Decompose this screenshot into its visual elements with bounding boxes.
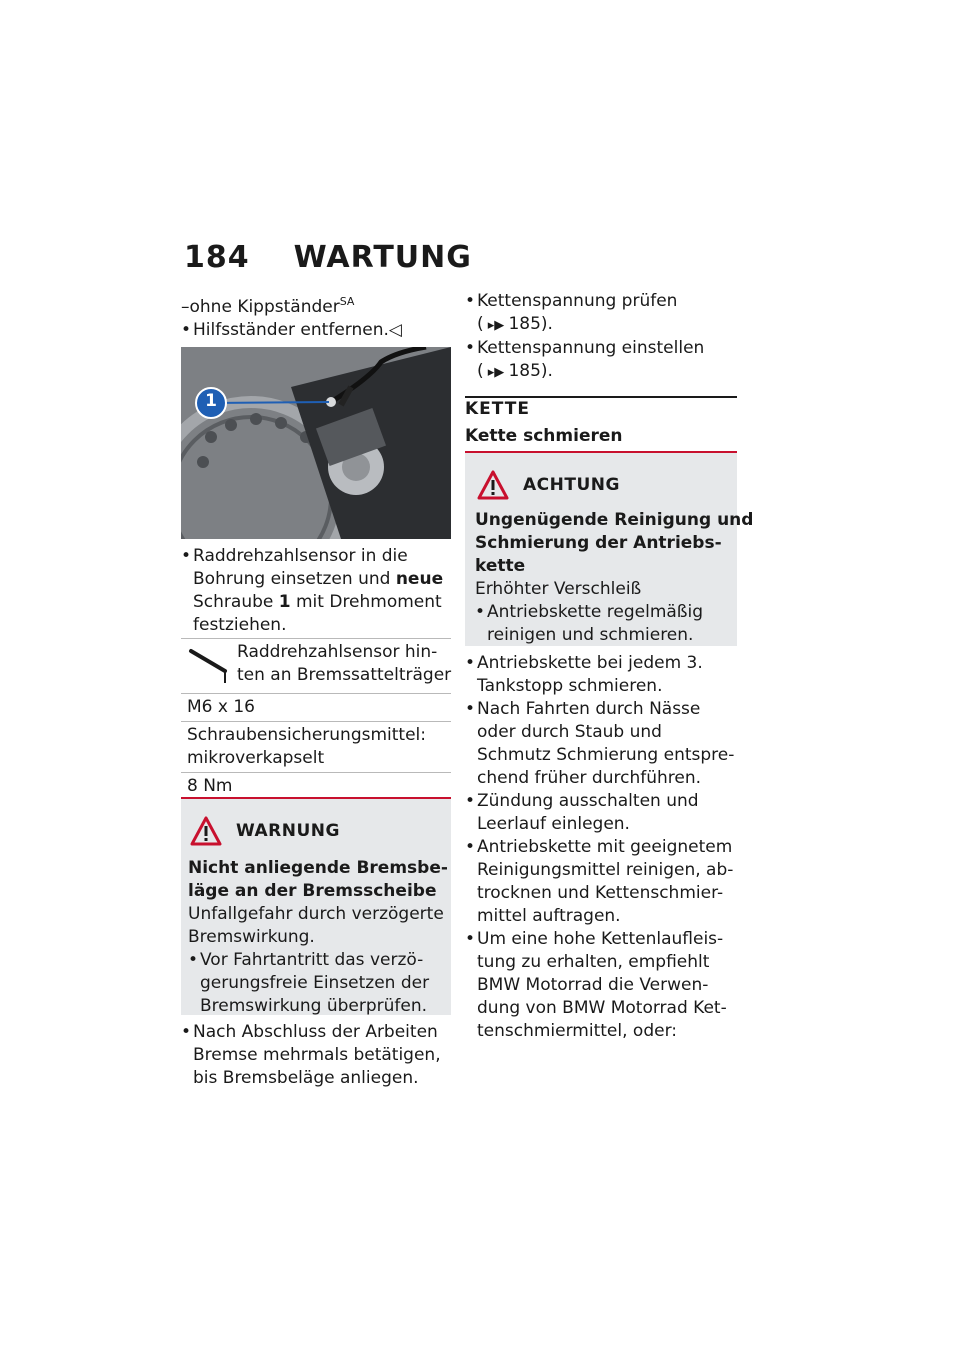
text-span: Bohrung einsetzen und bbox=[193, 569, 396, 589]
list-item-line: tung zu erhalten, empfiehlt bbox=[477, 952, 710, 972]
torque-value: 8 Nm bbox=[187, 776, 233, 796]
warning-text-line1: Unfallgefahr durch verzögerte bbox=[188, 904, 444, 924]
list-item-line: oder durch Staub und bbox=[477, 722, 662, 742]
bullet-sensor-line2 bbox=[193, 568, 451, 591]
warning-header bbox=[188, 811, 445, 851]
left-column-intro bbox=[181, 290, 451, 342]
warning-bullet-line2: gerungsfreie Einsetzen der bbox=[200, 973, 430, 993]
bullet-brake bbox=[181, 1021, 451, 1090]
page-header bbox=[184, 240, 472, 275]
text-bold: 1 bbox=[278, 592, 291, 612]
bullet-brake-line3: bis Bremsbeläge anliegen. bbox=[193, 1068, 419, 1088]
check-tension-ref[interactable]: ( ▸▶ 185). bbox=[477, 314, 553, 334]
bullet-dot: • bbox=[465, 837, 476, 857]
page-number: 184 bbox=[184, 240, 250, 275]
list-item-line: Antriebskette mit geeignetem bbox=[477, 837, 733, 857]
callout-number: 1 bbox=[205, 391, 217, 411]
list-item-line: BMW Motorrad die Verwen- bbox=[477, 975, 709, 995]
check-tension-line1: Kettenspannung prüfen bbox=[477, 291, 678, 311]
wrench-icon bbox=[187, 641, 233, 685]
warning-bullet-line3: Bremswirkung überprüfen. bbox=[200, 996, 428, 1016]
adjust-tension-ref[interactable]: ( ▸▶ 185). bbox=[477, 361, 553, 381]
list-item-line: Leerlauf einlegen. bbox=[477, 814, 630, 834]
warning-triangle-icon bbox=[190, 816, 222, 846]
list-item bbox=[465, 790, 737, 836]
attention-bullet-line1: Antriebskette regelmäßig bbox=[487, 602, 704, 622]
sensor-photo bbox=[181, 347, 451, 539]
warning-heading-line1: Nicht anliegende Bremsbe- bbox=[188, 858, 448, 878]
list-item-line: mittel auftragen. bbox=[477, 906, 621, 926]
list-item-line: tenschmiermittel, oder: bbox=[477, 1021, 677, 1041]
spec-description bbox=[237, 641, 451, 687]
list-item-line: Schmutz Schmierung entspre- bbox=[477, 745, 735, 765]
bullet-sensor-line1: Raddrehzahlsensor in die bbox=[193, 546, 408, 566]
spec-desc-line2: ten an Bremssattelträger bbox=[237, 665, 452, 685]
bullet-sensor-line4: festziehen. bbox=[193, 615, 287, 635]
warning-heading-line2: läge an der Bremsscheibe bbox=[188, 881, 437, 901]
bullet-dot: • bbox=[465, 699, 476, 719]
warning-text-line2: Bremswirkung. bbox=[188, 927, 315, 947]
attention-bullet bbox=[475, 601, 731, 647]
list-item bbox=[465, 652, 737, 698]
bullet-sensor-item bbox=[181, 545, 451, 637]
list-item-line: Antriebskette bei jedem 3. bbox=[477, 653, 703, 673]
list-item-line: Um eine hohe Kettenlaufleis- bbox=[477, 929, 724, 949]
right-column-top bbox=[465, 290, 737, 384]
list-item-line: Zündung ausschalten und bbox=[477, 791, 699, 811]
bullet-text: Hilfsständer entfernen.◁ bbox=[193, 320, 402, 340]
section-title: KETTE bbox=[465, 399, 530, 419]
attention-bullet-line2: reinigen und schmieren. bbox=[487, 625, 694, 645]
warning-bullet-line1: Vor Fahrtantritt das verzö- bbox=[200, 950, 424, 970]
bullet-dot: • bbox=[465, 291, 476, 311]
spec-row-description bbox=[181, 638, 451, 694]
intro-text: –ohne Kippständer bbox=[181, 297, 340, 317]
attention-box bbox=[465, 451, 754, 646]
bullet-brake-line1: Nach Abschluss der Arbeiten bbox=[193, 1022, 438, 1042]
list-item bbox=[465, 836, 737, 928]
spec-row-adhesive bbox=[181, 722, 451, 773]
list-item-line: Tankstopp schmieren. bbox=[477, 676, 663, 696]
page-title: WARTUNG bbox=[293, 240, 472, 275]
spec-row-size bbox=[181, 694, 451, 722]
list-item-line: Nach Fahrten durch Nässe bbox=[477, 699, 701, 719]
warning-title: WARNUNG bbox=[236, 820, 340, 841]
bullet-brake-item bbox=[181, 1021, 451, 1090]
page-ref-text: 185). bbox=[508, 361, 553, 381]
list-item-line: dung von BMW Motorrad Ket- bbox=[477, 998, 727, 1018]
page-ref-arrow-icon: ▸▶ bbox=[483, 318, 509, 333]
attention-heading-line3: kette bbox=[475, 556, 526, 576]
section-subtitle: Kette schmieren bbox=[465, 426, 623, 446]
warning-triangle-icon bbox=[477, 470, 509, 500]
attention-header bbox=[475, 467, 731, 503]
adhesive-line1: Schraubensicherungsmittel: bbox=[187, 725, 426, 745]
warning-box bbox=[181, 797, 451, 1015]
attention-heading-line1: Ungenügende Reinigung und bbox=[475, 510, 754, 530]
bullet-dot: • bbox=[465, 338, 476, 358]
spec-desc-line1: Raddrehzahlsensor hin- bbox=[237, 642, 438, 662]
bullet-sensor bbox=[181, 545, 451, 637]
screw-size: M6 x 16 bbox=[187, 697, 255, 717]
list-item bbox=[465, 928, 737, 1043]
adjust-tension-line1: Kettenspannung einstellen bbox=[477, 338, 705, 358]
list-item-line: trocknen und Kettenschmier- bbox=[477, 883, 724, 903]
bullet-dot: • bbox=[465, 791, 476, 811]
bullet-dot: • bbox=[181, 546, 192, 566]
bullet-check-tension bbox=[465, 290, 737, 337]
attention-title: ACHTUNG bbox=[523, 474, 620, 495]
bullet-dot: • bbox=[475, 602, 486, 622]
bullet-dot: • bbox=[181, 1022, 192, 1042]
bullet-dot: • bbox=[181, 320, 192, 340]
sa-superscript: SA bbox=[339, 295, 355, 308]
bullet-dot: • bbox=[188, 950, 199, 970]
list-item-line: chend früher durchführen. bbox=[477, 768, 702, 788]
text-span: mit Drehmoment bbox=[290, 592, 442, 612]
page-ref-text: 185). bbox=[508, 314, 553, 334]
page-ref-arrow-icon: ▸▶ bbox=[483, 365, 509, 380]
bullet-sensor-line3 bbox=[193, 591, 451, 614]
sensor-photo-illustration bbox=[181, 347, 451, 539]
torque-spec-table bbox=[181, 638, 451, 801]
section-divider bbox=[465, 396, 737, 398]
adhesive-line2: mikroverkapselt bbox=[187, 748, 325, 768]
attention-text: Erhöhter Verschleiß bbox=[475, 579, 642, 599]
bullet-remove-stand bbox=[181, 319, 451, 342]
warning-bullet bbox=[188, 949, 445, 1018]
chain-lube-steps bbox=[465, 652, 737, 1043]
bullet-brake-line2: Bremse mehrmals betätigen, bbox=[193, 1045, 441, 1065]
attention-heading-line2: Schmierung der Antriebs- bbox=[475, 533, 722, 553]
text-span: Schraube bbox=[193, 592, 279, 612]
list-item bbox=[465, 698, 737, 790]
list-item-line: Reinigungsmittel reinigen, ab- bbox=[477, 860, 734, 880]
bullet-dot: • bbox=[465, 929, 476, 949]
bullet-adjust-tension bbox=[465, 337, 737, 384]
text-bold: neue bbox=[395, 569, 444, 589]
bullet-dot: • bbox=[465, 653, 476, 673]
intro-line bbox=[181, 290, 451, 319]
